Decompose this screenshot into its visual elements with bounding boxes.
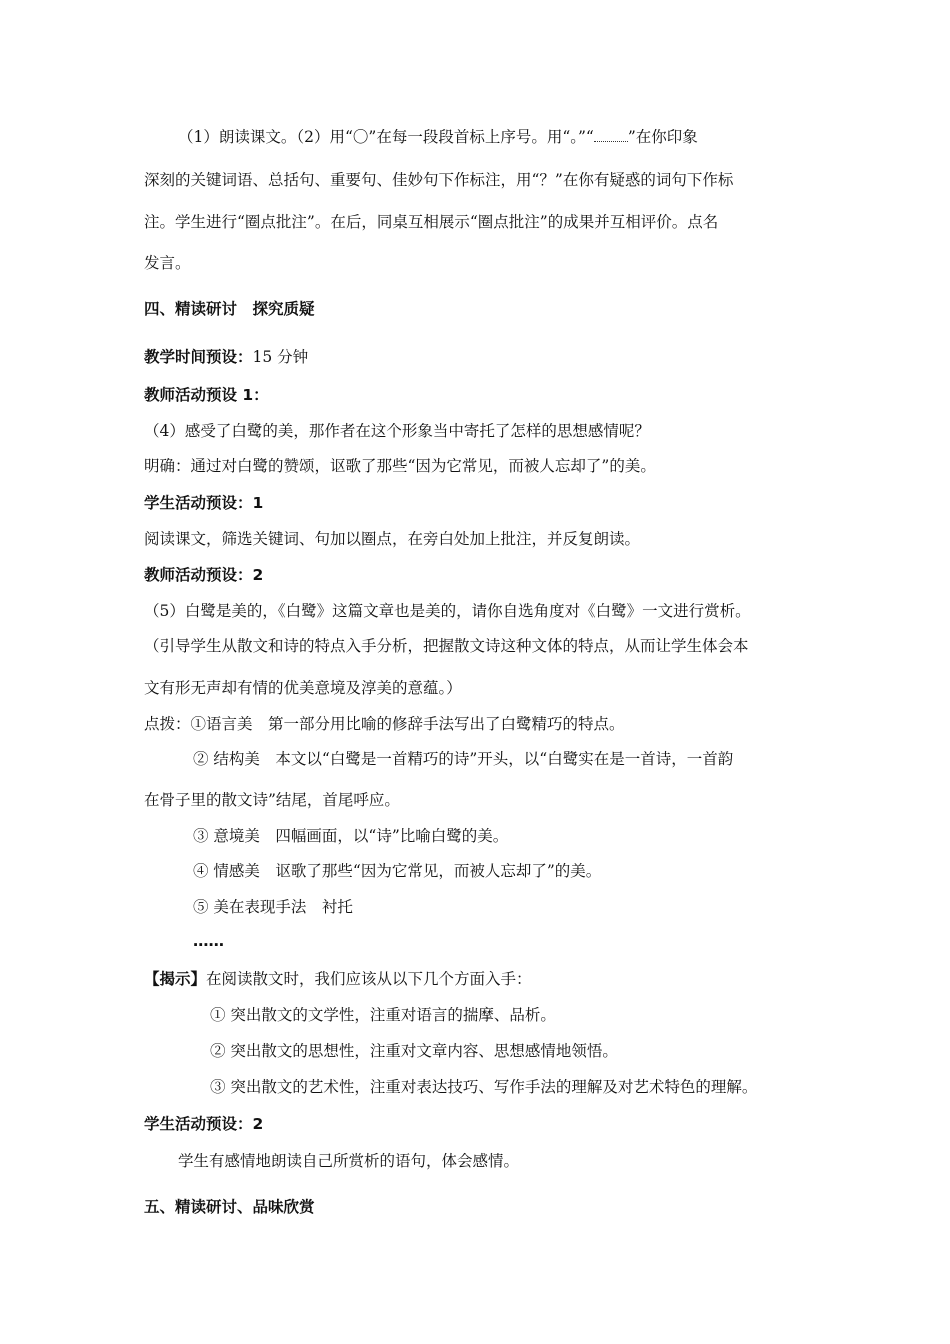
reveal-item2: ② 突出散文的思想性，注重对文章内容、思想感情地领悟。 [210, 1042, 618, 1060]
question4: （4）感受了白鹭的美，那作者在这个形象当中寄托了怎样的思想感情呢？ [144, 422, 650, 440]
reveal-text: 在阅读散文时，我们应该从以下几个方面入手： [206, 970, 532, 988]
answer4: 明确：通过对白鹭的赞颂，讴歌了那些“因为它常见，而被人忘却了”的美。 [144, 457, 656, 475]
time-label: 教学时间预设： [144, 348, 253, 366]
reveal-item3: ③ 突出散文的艺术性，注重对表达技巧、写作手法的理解及对艺术特色的理解。 [210, 1078, 758, 1096]
para1-line1 [178, 126, 810, 148]
time-preset [144, 346, 810, 368]
section5-heading: 五、精读研讨、品味欣赏 [144, 1198, 315, 1216]
section4-heading: 四、精读研讨 探究质疑 [144, 300, 315, 318]
para1-line3: 注。学生进行“圈点批注”。在后，同桌互相展示“圈点批注”的成果并互相评价。点名 [144, 213, 719, 231]
reveal-label: 【揭示】 [144, 970, 207, 988]
tip3: ③ 意境美 四幅画面，以“诗”比喻白鹭的美。 [193, 827, 509, 845]
tip2-line2: 在骨子里的散文诗”结尾，首尾呼应。 [144, 791, 400, 809]
tip4: ④ 情感美 讴歌了那些“因为它常见，而被人忘却了”的美。 [193, 862, 602, 880]
para1-line2: 深刻的关键词语、总括句、重要句、佳妙句下作标注，用“？”在你有疑惑的词句下作标 [144, 171, 734, 189]
guide-line2: 文有形无声却有情的优美意境及淳美的意蕴。） [144, 679, 462, 697]
teacher1-label: 教师活动预设 1： [144, 386, 269, 404]
time-value: 15 分钟 [252, 348, 309, 366]
tip2-line1: ② 结构美 本文以“白鹭是一首精巧的诗”开头，以“白鹭实在是一首诗，一首韵 [193, 750, 734, 768]
student1-text: 阅读课文，筛选关键词、句加以圈点，在旁白处加上批注，并反复朗读。 [144, 530, 641, 548]
question5: （5）白鹭是美的，《白鹭》这篇文章也是美的，请你自选角度对《白鹭》一文进行赏析。 [144, 602, 751, 620]
para1-line1-a: （1）朗读课文。（2）用“〇”在每一段段首标上序号。用“。”“ [178, 128, 594, 146]
tip1: 点拨：①语言美 第一部分用比喻的修辞手法写出了白鹭精巧的特点。 [144, 715, 625, 733]
para1-line4: 发言。 [144, 254, 191, 272]
wavy-underline-mark [594, 129, 628, 142]
ellipsis: …… [193, 932, 224, 950]
student2-label: 学生活动预设：2 [144, 1115, 264, 1133]
guide-line1: （引导学生从散文和诗的特点入手分析，把握散文诗这种文体的特点，从而让学生体会本 [144, 637, 749, 655]
tip5: ⑤ 美在表现手法 衬托 [193, 898, 353, 916]
para1-line1-b: ”在你印象 [627, 128, 698, 146]
reveal-item1: ① 突出散文的文学性，注重对语言的揣摩、品析。 [210, 1006, 556, 1024]
student1-label: 学生活动预设：1 [144, 494, 264, 512]
student2-text: 学生有感情地朗读自己所赏析的语句，体会感情。 [178, 1152, 520, 1170]
reveal [144, 968, 810, 990]
teacher2-label: 教师活动预设：2 [144, 566, 264, 584]
